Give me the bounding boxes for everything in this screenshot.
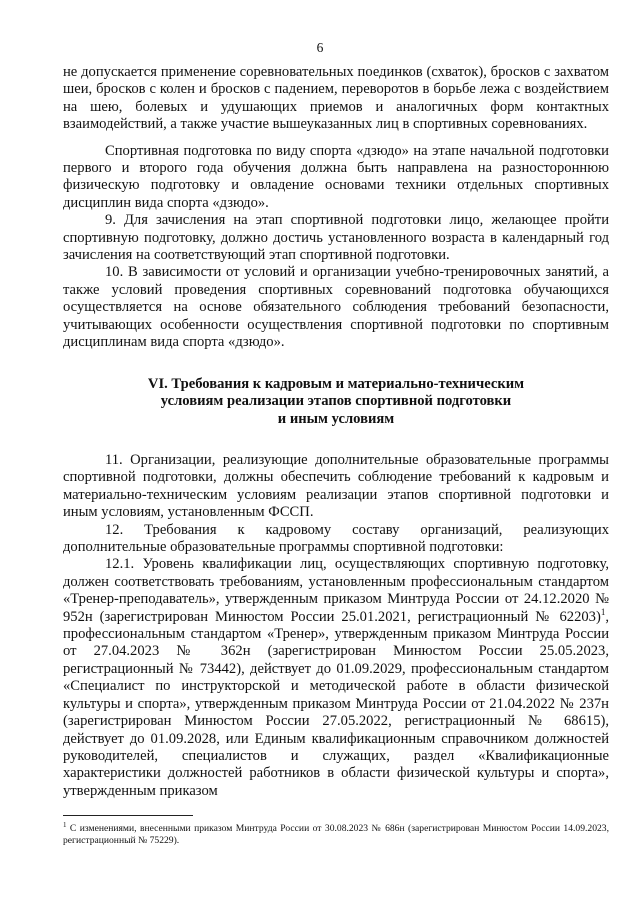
paragraph-initial-training: Спортивная подготовка по виду спорта «дзюдо» на этапе начальной подготовки первого и второго года обучения должна быть направлена на разностороннюю физическую подготовку и овладение основами техники отдельных спортивных дисциплин вида спорта «дзюдо». (63, 142, 609, 211)
paragraph-item-12-1-start: 12.1. Уровень квалификации лиц, осуществляющих спортивную подготовку, должен соответствовать требованиям, установленным профессиональным стандартом «Тренер-преподаватель», утвержденным приказом Минтруда России от 24.12.2020 № 952н (зарегистрирован Минюстом России 25.01.2021, регистрационный № 62203) (63, 556, 609, 625)
paragraph-item-9: 9. Для зачисления на этап спортивной подготовки лицо, желающее пройти спортивную подготовку, должно достичь установленного возраста в календарный год зачисления на соответствующий этап спортивной подготовки. (63, 212, 609, 264)
paragraph-item-12-1-rest: , профессиональным стандартом «Тренер», утвержденным приказом Минтруда России от 27.04.2023 № 362н (зарегистрирован Минюстом России 25.05.2023, регистрационный № 73442), действует до 01.09.2029, профессиональным стандартом «Специалист по инструкторской и методической работе в области физической культуры и спорта», утвержденным приказом Минтруда России от 21.04.2022 № 237н (зарегистрирован Минюстом России 27.05.2022, регистрационный № 68615), действует до 01.09.2028, или Единым квалификационным справочником должностей руководителей, специалистов и служащих, раздел «Квалификационные характеристики должностей работников в области физической культуры и спорта», утвержденным приказом (63, 608, 609, 799)
section-heading-line-3: и иным условиям (277, 410, 395, 427)
paragraph-contact-restrictions: не допускается применение соревновательных поединков (схваток), бросков с захватом шеи, бросков с колен и бросков с падением, переворотов в борьбе лежа с воздействием на шею, болевых и удушающих приемов и аналогичных форм контактных взаимодействий, а также участие вышеуказанных лиц в спортивных соревнованиях. (63, 64, 609, 133)
page-number: 6 (316, 40, 324, 55)
paragraph-item-12-1 (63, 556, 609, 800)
document-body (63, 64, 609, 800)
footnote-text: С изменениями, внесенными приказом Минтруда России от 30.08.2023 № 686н (зарегистрирован Минюстом России 14.09.2023, регистрационный № 75229). (63, 823, 609, 846)
section-heading-line-1: VI. Требования к кадровым и материально-техническим (147, 375, 525, 392)
footnote-separator (63, 815, 193, 816)
section-heading-line-2: условиям реализации этапов спортивной подготовки (160, 393, 512, 409)
footnote (63, 823, 609, 847)
paragraph-item-12: 12. Требования к кадровому составу организаций, реализующих дополнительные образовательные программы спортивной подготовки: (63, 521, 609, 556)
footnote-marker: 1 (63, 821, 67, 829)
paragraph-item-10: 10. В зависимости от условий и организации учебно-тренировочных занятий, а также условий проведения спортивных соревнований подготовка обучающихся осуществляется на основе обязательного соблюдения требований безопасности, учитывающих особенности осуществления спортивной подготовки по спортивным дисциплинам вида спорта «дзюдо». (63, 264, 609, 351)
section-heading (63, 376, 609, 429)
paragraph-item-11: 11. Организации, реализующие дополнительные образовательные программы спортивной подготовки, должны обеспечить соблюдение требований к кадровым и материально-техническим условиям реализации этапов спортивной подготовки и иным условиям, установленным ФССП. (63, 452, 609, 521)
footnote-reference[interactable]: 1 (600, 606, 606, 617)
